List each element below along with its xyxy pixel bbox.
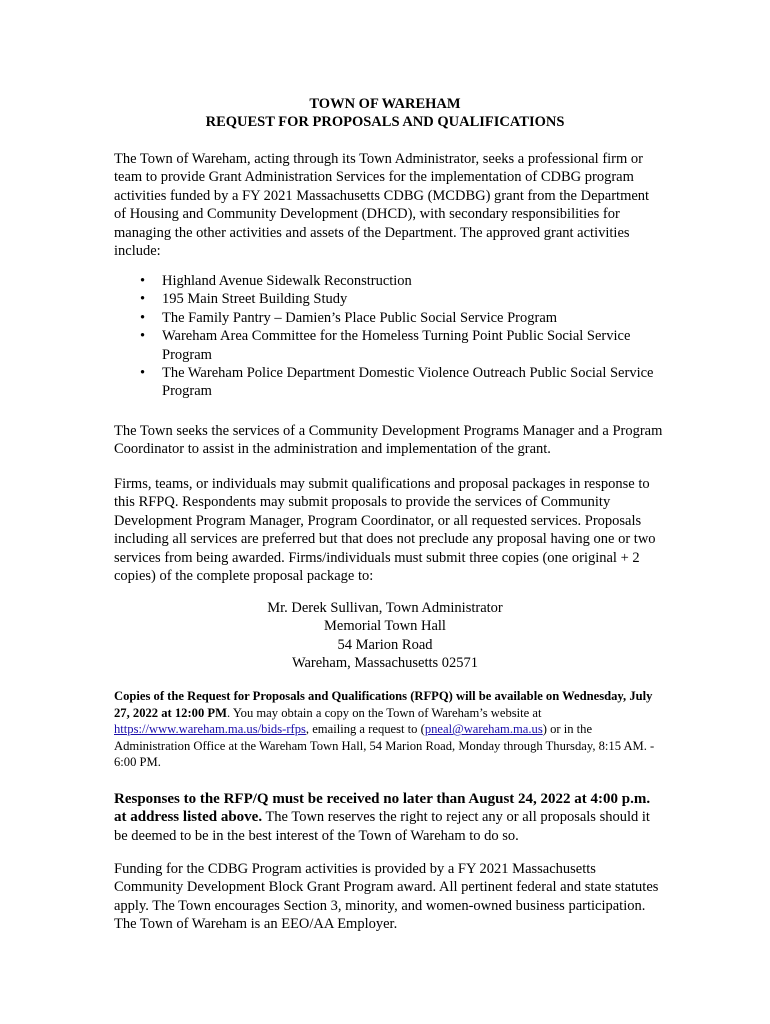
bullet-icon: •: [140, 309, 146, 326]
activity-label: The Family Pantry – Damien’s Place Public Social Service Program: [162, 309, 558, 326]
bullet-icon: •: [140, 273, 146, 289]
address-line-building: Memorial Town Hall: [324, 618, 446, 635]
availability-bold-text: Copies of the Request for Proposals and Qualifications (RFPQ) will be available on Wednesday, July 27, 2022 at 12:00 PM: [114, 689, 653, 720]
deadline-text: The Town reserves the right to reject any or all proposals should it be deemed to be in the best interest of the Town of Wareham to do so.: [114, 809, 650, 844]
activity-label: Highland Avenue Sidewalk Reconstruction: [162, 273, 412, 289]
address-line-name: Mr. Derek Sullivan, Town Administrator: [267, 600, 503, 616]
intro-paragraph: The Town of Wareham, acting through its Town Administrator, seeks a professional firm or team to provide Grant Administration Services for the implementation of CDBG program activities funded by a FY 2021 Massachusetts CDBG (MCDBG) grant from the Department of Housing and Community Development (DHCD), with secondary responsibilities for managing the other activities and assets of the Department. The approved grant activities include:: [114, 151, 650, 260]
availability-paragraph: [114, 688, 664, 771]
address-line-street: 54 Marion Road: [337, 636, 433, 653]
availability-text: . You may obtain a copy on the Town of Wareham’s website at: [226, 705, 542, 720]
availability-text: ) or in the Administration Office at the Wareham Town Hall, 54 Marion Road, Monday through Thursday, 8:15 AM. - 6:00 PM.: [114, 722, 655, 770]
bullet-icon: •: [140, 291, 146, 308]
activity-label: The Wareham Police Department Domestic Violence Outreach Public Social Service Program: [162, 365, 654, 400]
document-title-rfpq: REQUEST FOR PROPOSALS AND QUALIFICATIONS: [205, 114, 565, 130]
activity-label: 195 Main Street Building Study: [162, 291, 348, 308]
address-line-city: Wareham, Massachusetts 02571: [291, 655, 479, 672]
list-item: [140, 309, 670, 327]
availability-text: , emailing a request to (: [305, 722, 425, 737]
list-item: [140, 327, 670, 364]
services-paragraph: The Town seeks the services of a Community Development Programs Manager and a Program Coordinator to assist in the administration and implementation of the grant.: [114, 423, 663, 458]
submission-paragraph: Firms, teams, or individuals may submit qualifications and proposal packages in response to this RFPQ. Respondents may submit proposals to provide the services of Community Development Program Manager, Program Coordinator, or all requested services. Proposals including all services are preferred but that does not preclude any proposal having one or two services from being awarded. Firms/individuals must submit three copies (one original + 2 copies) of the complete proposal package to:: [114, 476, 656, 585]
mailing-address: [0, 599, 770, 673]
list-item: [140, 272, 670, 290]
email-link[interactable]: pneal@wareham.ma.us: [424, 722, 543, 737]
activities-list: [140, 272, 670, 401]
deadline-bold-text: Responses to the RFP/Q must be received no later than August 24, 2022 at 4:00 p.m. at address listed above.: [114, 791, 651, 826]
list-item: [140, 364, 670, 401]
document-title-town: TOWN OF WAREHAM: [309, 96, 461, 112]
bullet-icon: •: [140, 328, 146, 345]
bids-rfps-link[interactable]: https://www.wareham.ma.us/bids-rfps: [114, 722, 306, 737]
activity-label: Wareham Area Committee for the Homeless Turning Point Public Social Service Program: [162, 328, 631, 363]
bullet-icon: •: [140, 365, 146, 382]
funding-paragraph: Funding for the CDBG Program activities is provided by a FY 2021 Massachusetts Community Development Block Grant Program award. All pertinent federal and state statutes apply. The Town encourages Section 3, minority, and women-owned business participation. The Town of Wareham is an EEO/AA Employer.: [114, 861, 659, 933]
list-item: [140, 290, 670, 308]
deadline-paragraph: [114, 790, 664, 845]
